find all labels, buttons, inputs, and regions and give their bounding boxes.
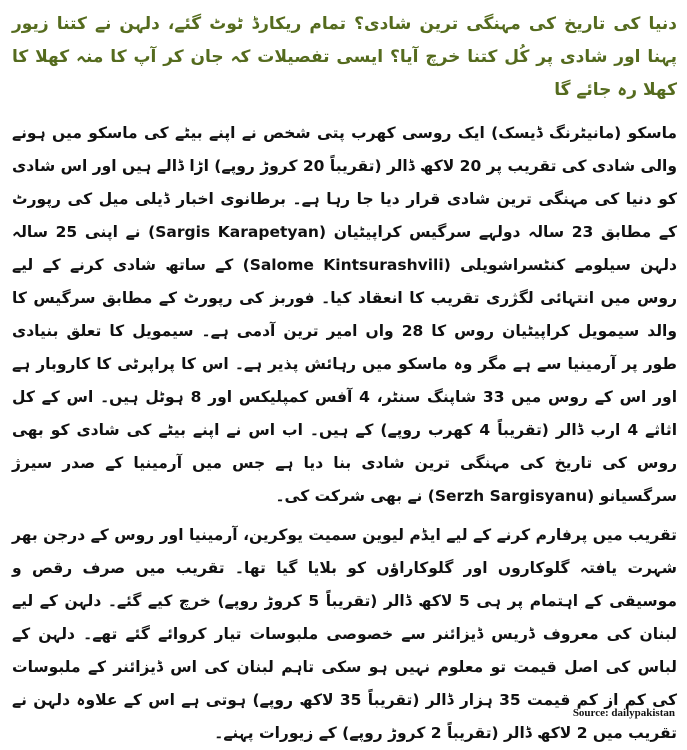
article-paragraph-2: تقریب میں پرفارم کرنے کے لیے ایڈم لیوین سمیت یوکرین، آرمینیا اور روس کے درجن بھر شہرت یافتہ گلوکاروں اور گلوکاراؤں کو بلایا گیا تھا۔ تقریب میں صرف رقص و موسیقی کے اہتمام پر ہی 5 لاکھ ڈالر (تقریباً 5 کروڑ روپے) خرچ کیے گئے۔ دلہن کے لیے لبنان کی معروف ڈریس ڈیزائنر سے خصوصی ملبوسات تیار کروائے گئے تھے۔ دلہن کے لباس کی اصل قیمت تو معلوم نہیں ہو سکی تاہم لبنان کی اس ڈیزائنر کے ملبوسات کی کم از کم قیمت 35 ہزار ڈالر (تقریباً 35 لاکھ روپے) ہوتی ہے اس کے علاوہ دلہن نے تقریب میں 2 لاکھ ڈالر (تقریباً 2 کروڑ روپے) کے زیورات پہنے۔: [12, 526, 677, 742]
article-headline: دنیا کی تاریخ کی مہنگی ترین شادی؟ تمام ریکارڈ ٹوٹ گئے، دلہن نے کتنا زیور پہنا اور شادی پر کُل کتنا خرچ آیا؟ ایسی تفصیلات کہ جان کر آپ کا منہ کھلا کا کھلا رہ جائے گا: [12, 14, 677, 100]
article-paragraph-1: ماسکو (مانیٹرنگ ڈیسک) ایک روسی کھرب پتی شخص نے اپنے بیٹے کی ماسکو میں ہونے والی شادی کی تقریب پر 20 لاکھ ڈالر (تقریباً 20 کروڑ روپے) اڑا ڈالے ہیں اور اس شادی کو دنیا کی مہنگی ترین شادی قرار دیا جا رہا ہے۔ برطانوی اخبار ڈیلی میل کی رپورٹ کے مطابق 23 سالہ دولہے سرگیس کراپیٹیان (Sargis Karapetyan) نے اپنی 25 سالہ دلہن سیلومے کنٹسراشویلی (Salome Kintsurashvili) کے ساتھ شادی کرنے کے لیے روس میں انتہائی لگژری تقریب کا انعقاد کیا۔ فوربز کی رپورٹ کے مطابق سرگیس کا والد سیمویل کراپیٹیان روس کا 28 واں امیر ترین آدمی ہے۔ سیمویل کا تعلق بنیادی طور پر آرمینیا سے ہے مگر وہ ماسکو میں رہائش پذیر ہے۔ اس کا پراپرٹی کا کاروبار ہے اور اس کے روس میں 33 شاپنگ سنٹر، 4 آفس کمپلیکس اور 8 ہوٹل ہیں۔ اس کے کل اثاثے 4 ارب ڈالر (تقریباً 4 کھرب روپے) کے ہیں۔ اب اس نے اپنے بیٹے کی شادی کو بھی روس کی تاریخ کی مہنگی ترین شادی بنا دیا ہے جس میں آرمینیا کے صدر سیرژ سرگسیانو (Serzh Sargisyanu) نے بھی شرکت کی۔: [12, 124, 678, 505]
source-credit: Source: dailypakistan: [572, 707, 675, 719]
